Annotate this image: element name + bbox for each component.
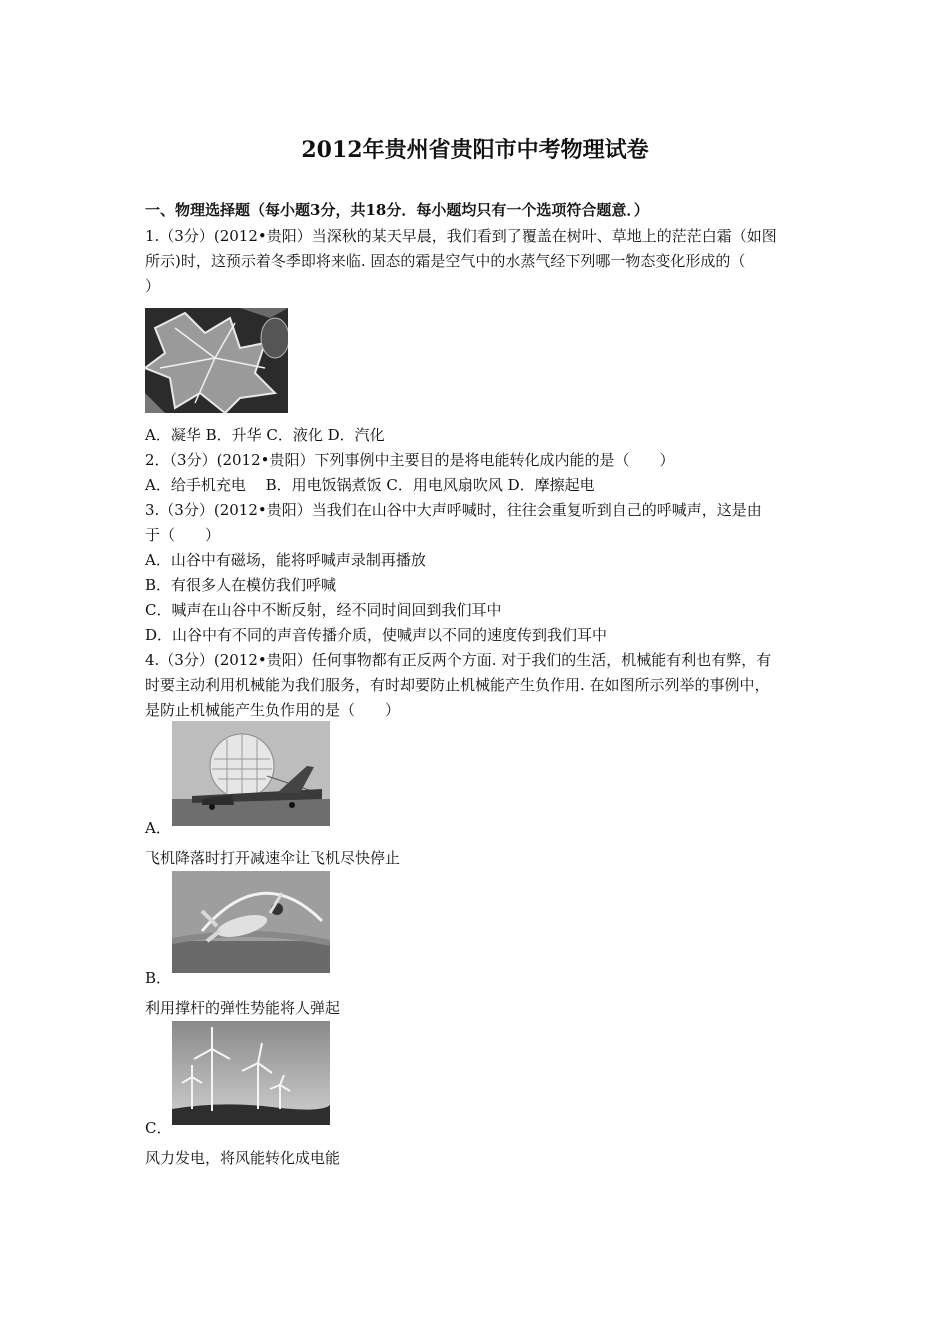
q4-line1: 4.（3分）(2012•贵阳）任何事物都有正反两个方面. 对于我们的生活，机械能有利也有弊，有	[145, 651, 772, 669]
q4-option-a-caption: 飞机降落时打开减速伞让飞机尽快停止	[145, 849, 401, 867]
q4-option-b-caption: 利用撑杆的弹性势能将人弹起	[145, 999, 341, 1017]
q1-line2: 所示)时，这预示着冬季即将来临. 固态的霜是空气中的水蒸气经下列哪一物态变化形成的（	[145, 252, 746, 270]
plane-parachute-image	[172, 721, 330, 826]
q3-option-c: C．喊声在山谷中不断反射，经不同时间回到我们耳中	[145, 601, 502, 619]
q3-option-d: D．山谷中有不同的声音传播介质，使喊声以不同的速度传到我们耳中	[145, 626, 608, 644]
q4-option-c-label: C．	[145, 1119, 172, 1137]
q3-line1: 3.（3分）(2012•贵阳）当我们在山谷中大声呼喊时，往往会重复听到自己的呼喊声，这是由	[145, 501, 762, 519]
q4-option-b-label: B．	[145, 969, 172, 987]
frost-leaf-image	[145, 308, 288, 413]
q1-line1: 1.（3分）(2012•贵阳）当深秋的某天早晨，我们看到了覆盖在树叶、草地上的茫茫白霜（如图	[145, 227, 777, 245]
q1-line3: ）	[145, 277, 161, 295]
q3-option-a: A．山谷中有磁场，能将呼喊声录制再播放	[145, 551, 426, 569]
q3-line2: 于（ ）	[145, 526, 221, 544]
q4-line3: 是防止机械能产生负作用的是（ ）	[145, 701, 401, 719]
q4-option-a-label: A．	[145, 819, 171, 837]
page-title: 2012年贵州省贵阳市中考物理试卷	[301, 137, 649, 163]
q2-options: A．给手机充电 B．用电饭锅煮饭 C．用电风扇吹风 D．摩擦起电	[145, 476, 595, 494]
section-heading: 一、物理选择题（每小题3分，共18分．每小题均只有一个选项符合题意．）	[145, 201, 649, 219]
q1-options: A．凝华 B．升华 C．液化 D．汽化	[145, 426, 385, 444]
q3-option-b: B．有很多人在模仿我们呼喊	[145, 576, 337, 594]
wind-turbines-image	[172, 1021, 330, 1125]
pole-vault-image	[172, 871, 330, 973]
q4-line2: 时要主动利用机械能为我们服务，有时却要防止机械能产生负作用. 在如图所示列举的事例中，	[145, 676, 770, 694]
q2-line1: 2．（3分）(2012•贵阳）下列事例中主要目的是将电能转化成内能的是（ ）	[145, 451, 675, 469]
q4-option-c-caption: 风力发电，将风能转化成电能	[145, 1149, 341, 1167]
